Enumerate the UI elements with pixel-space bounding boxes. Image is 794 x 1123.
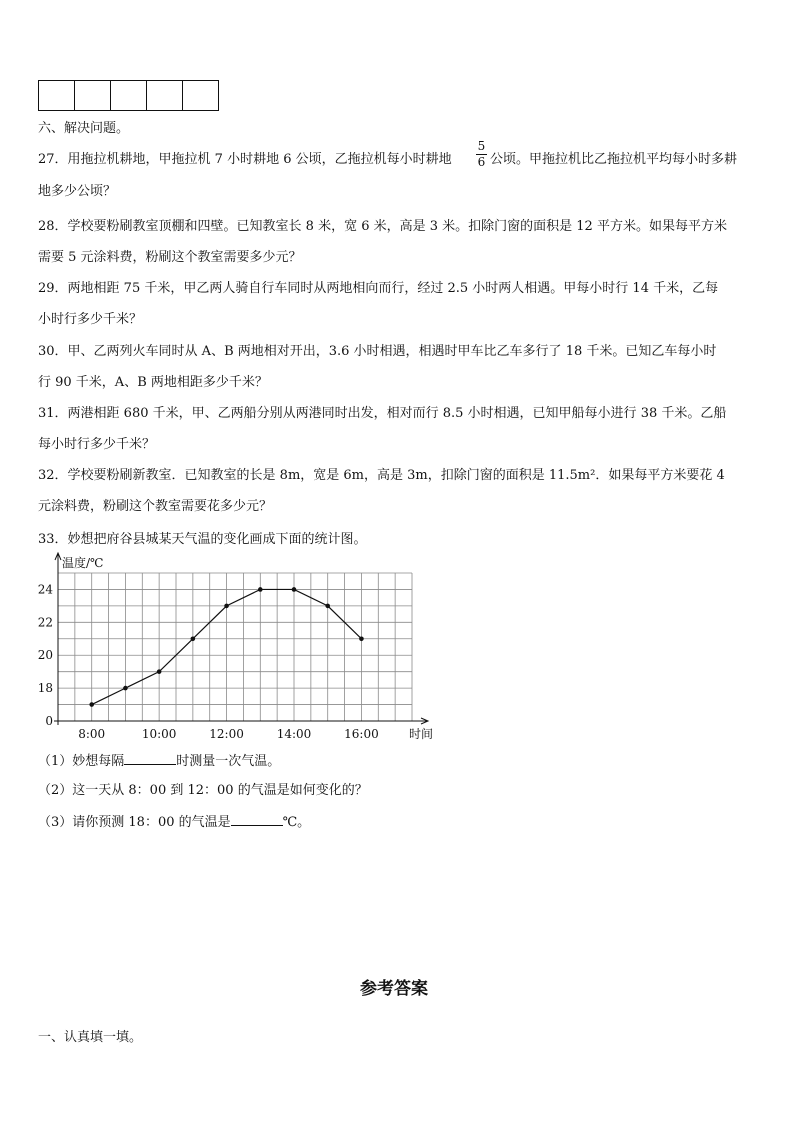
x-tick-label: 14:00 [276, 727, 312, 741]
section-heading-6: 六、解决问题。 [38, 121, 130, 136]
y-tick-label: 20 [37, 648, 53, 663]
answers-section-1: 一、认真填一填。 [38, 1030, 143, 1045]
data-point [157, 669, 162, 674]
fraction-denominator: 6 [477, 155, 486, 169]
x-tick-label: 12:00 [209, 727, 244, 741]
y-tick-label: 18 [37, 681, 53, 696]
answer-box[interactable] [75, 81, 111, 110]
q33-sub3-pre: （3）请你预测 18：00 的气温是 [38, 815, 231, 830]
temperature-line-chart [36, 550, 446, 746]
data-point [123, 686, 128, 691]
x-axis-title: 时间 [409, 727, 434, 741]
q27-line1-part1: 27．用拖拉机耕地，甲拖拉机 7 小时耕地 6 公顷，乙拖拉机每小时耕地 [38, 152, 452, 167]
answer-box[interactable] [111, 81, 147, 110]
q30-line2: 行 90 千米，A、B 两地相距多少千米？ [38, 375, 268, 390]
q29-line1: 29．两地相距 75 千米，甲乙两人骑自行车同时从两地相向而行，经过 2.5 小时两人相遇。甲每小时行 14 千米，乙每 [38, 281, 719, 296]
data-point [258, 587, 263, 592]
q33-text: 33．妙想把府谷县城某天气温的变化画成下面的统计图。 [38, 532, 367, 547]
x-tick-label: 10:00 [141, 727, 177, 741]
q31-line2: 每小时行多少千米？ [38, 437, 156, 452]
answer-box[interactable] [39, 81, 75, 110]
q27-line1-part2: 公顷。甲拖拉机比乙拖拉机平均每小时多耕 [490, 152, 738, 167]
q27-line2: 地多少公顷？ [38, 184, 117, 199]
q28-line2: 需要 5 元涂料费，粉刷这个教室需要多少元？ [38, 250, 302, 265]
data-point [292, 587, 297, 592]
q33-sub1-blank[interactable] [124, 752, 176, 765]
data-point [89, 702, 94, 707]
q33-sub3-blank[interactable] [231, 813, 283, 826]
y-axis-title: 温度/℃ [62, 556, 104, 570]
y-tick-label: 24 [37, 582, 53, 597]
q32-line1: 32．学校要粉刷新教室．已知教室的长是 8m，宽是 6m，高是 3m，扣除门窗的面积是 11.5m²．如果每平方米要花 4 [38, 468, 725, 483]
data-point [359, 636, 364, 641]
fraction-numerator: 5 [477, 139, 486, 153]
answer-box[interactable] [147, 81, 183, 110]
q33-sub3 [38, 813, 310, 831]
q33-sub3-post: ℃。 [282, 815, 311, 830]
y-tick-label: 0 [45, 714, 53, 728]
q31-line1: 31．两港相距 680 千米，甲、乙两船分别从两港同时出发，相对而行 8.5 小时相遇，已知甲船每小进行 38 千米。乙船 [38, 406, 727, 421]
answers-title: 参考答案 [360, 979, 428, 999]
q33-sub1 [38, 752, 280, 770]
y-tick-label: 22 [37, 615, 53, 630]
x-tick-label: 8:00 [78, 727, 106, 741]
answer-box-row [38, 80, 219, 111]
q27-fraction [476, 140, 487, 169]
q32-line2: 元涂料费，粉刷这个教室需要花多少元？ [38, 499, 273, 514]
q33-sub1-pre: （1）妙想每隔 [38, 754, 125, 769]
q29-line2: 小时行多少千米？ [38, 312, 143, 327]
data-point [224, 604, 229, 609]
data-point [191, 636, 196, 641]
answer-box[interactable] [183, 81, 218, 110]
q33-sub2: （2）这一天从 8：00 到 12：00 的气温是如何变化的？ [38, 783, 368, 798]
q33-sub1-post: 时测量一次气温。 [176, 754, 281, 769]
data-point [325, 604, 330, 609]
q28-line1: 28．学校要粉刷教室顶棚和四壁。已知教室长 8 米，宽 6 米，高是 3 米。扣除门窗的面积是 12 平方米。如果每平方米 [38, 219, 727, 234]
x-tick-label: 16:00 [344, 727, 379, 741]
q30-line1: 30．甲、乙两列火车同时从 A、B 两地相对开出，3.6 小时相遇，相遇时甲车比乙车多行了 18 千米。已知乙车每小时 [38, 344, 717, 359]
